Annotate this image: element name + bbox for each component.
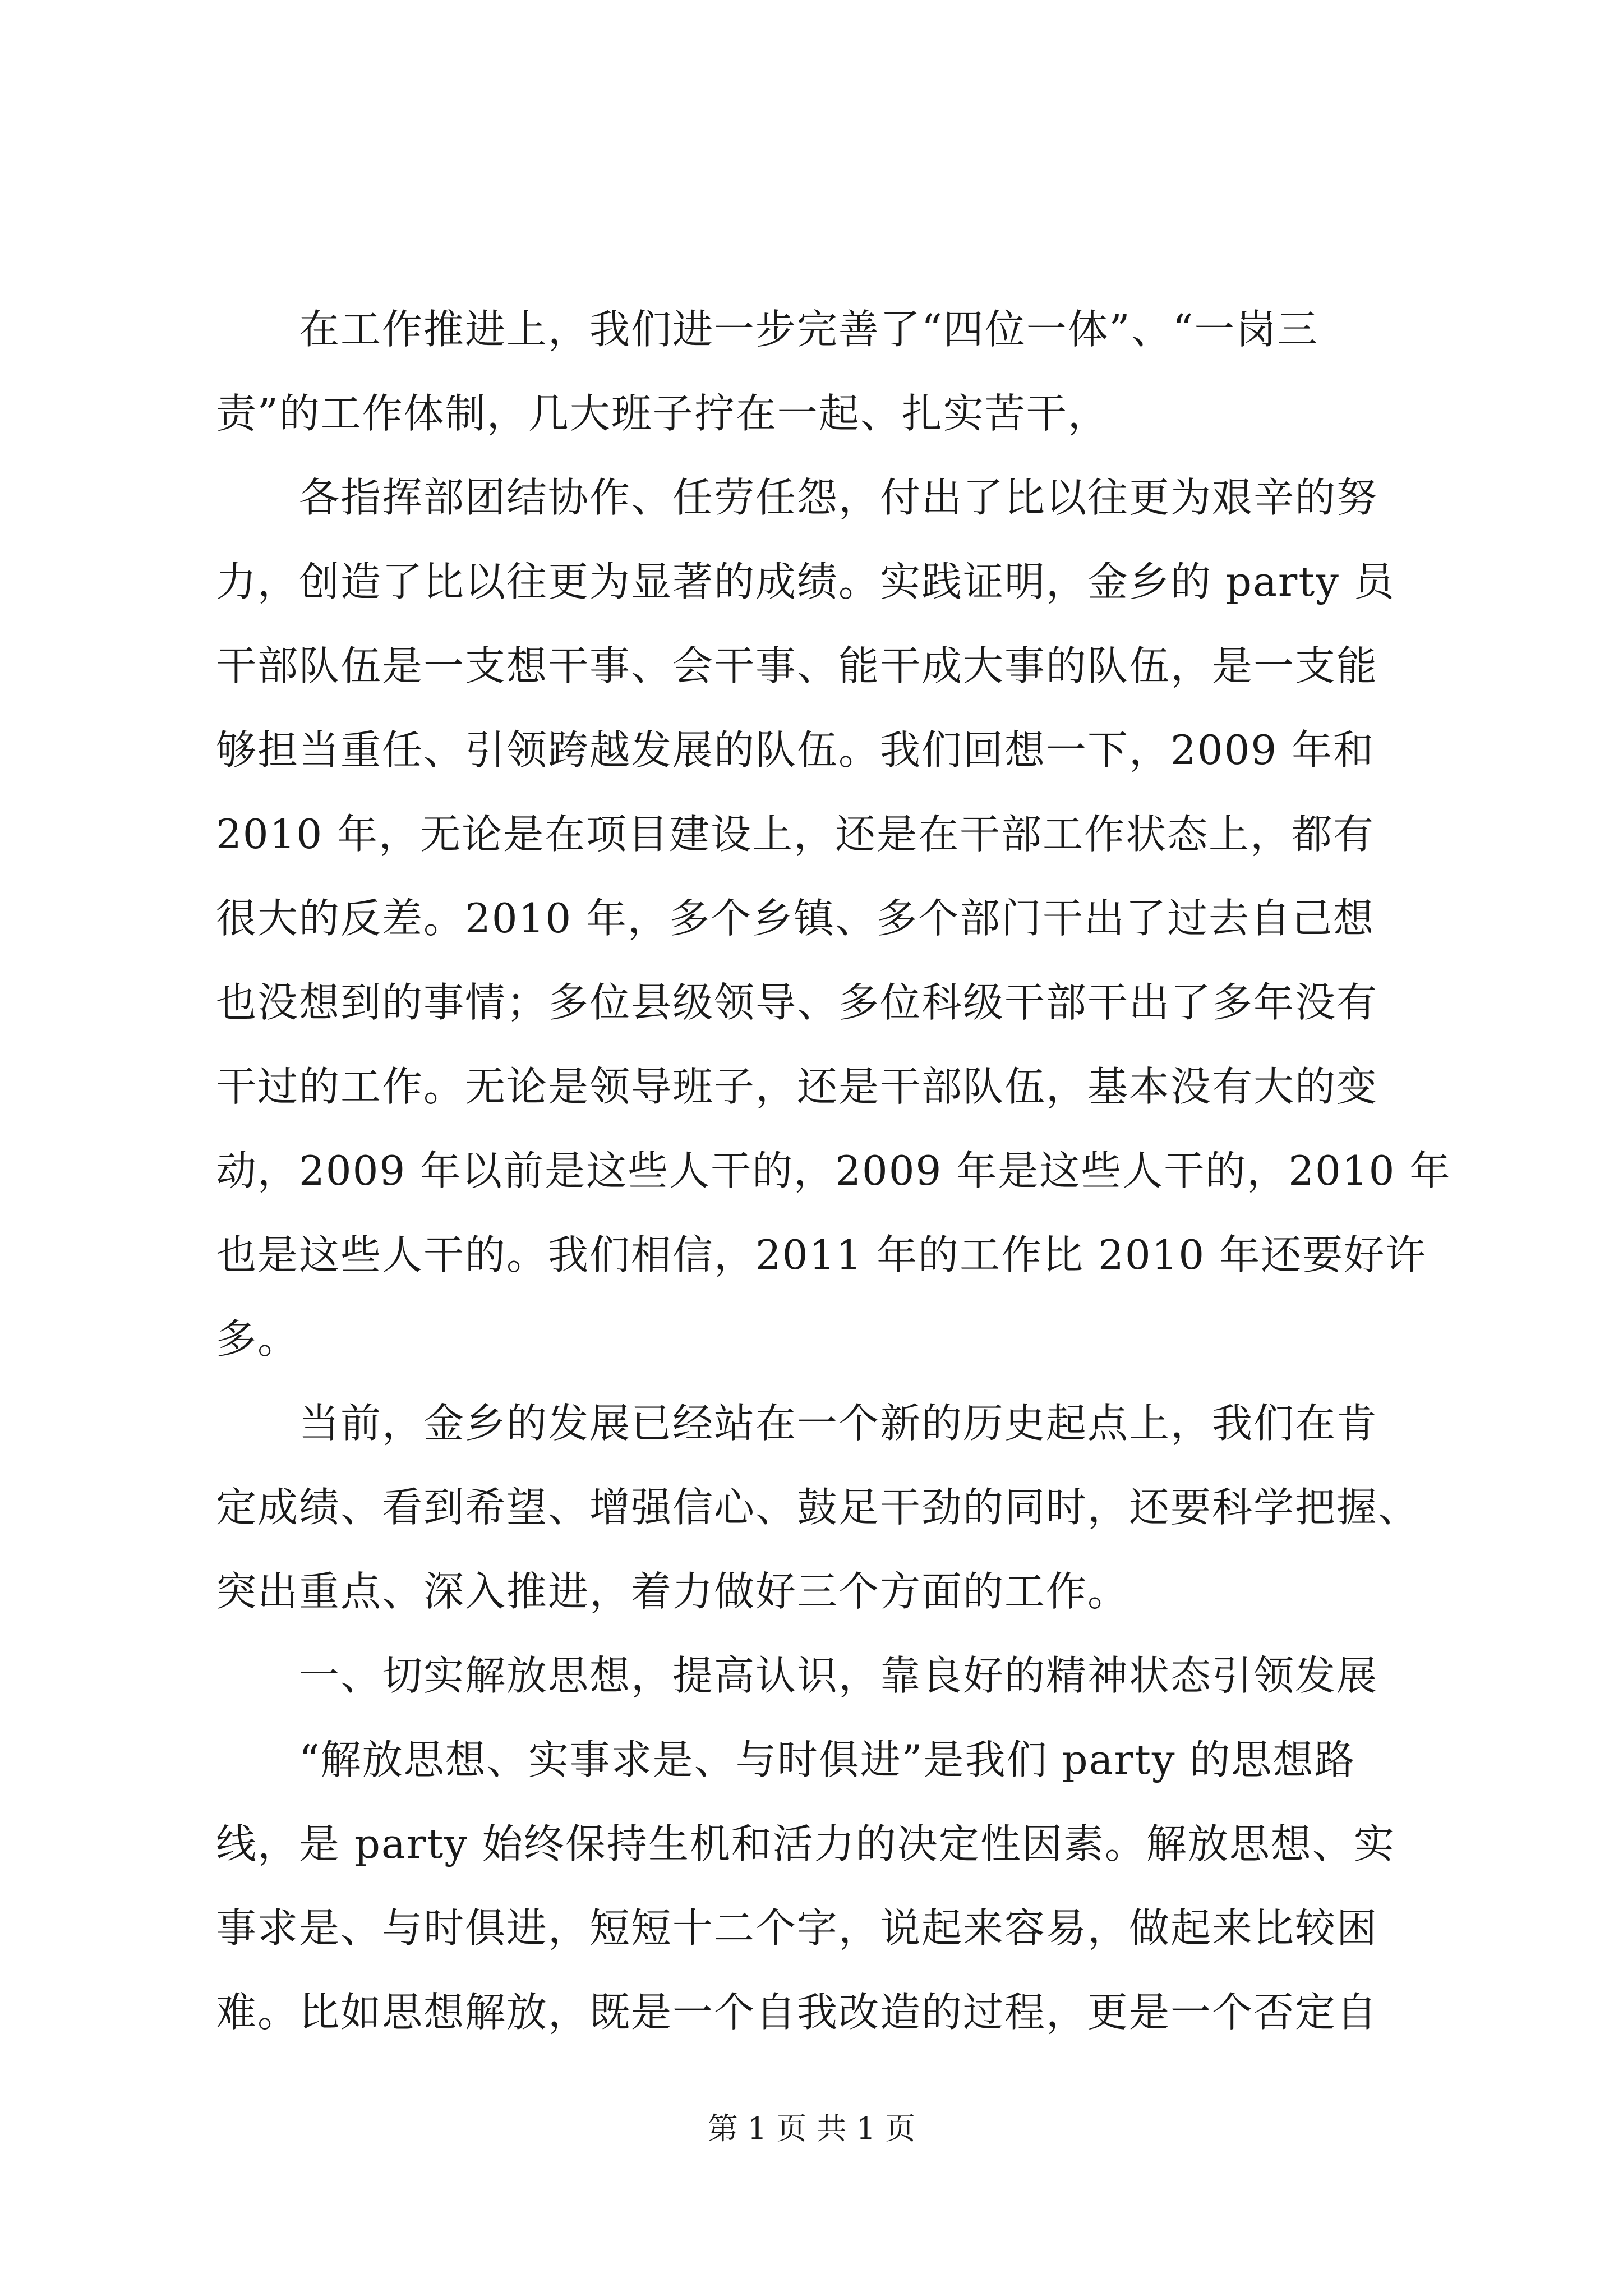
text-line: 线，是 party 始终保持生机和活力的决定性因素。解放思想、实: [216, 1820, 1395, 1867]
section-heading: 一、切实解放思想，提高认识，靠良好的精神状态引领发展: [216, 1652, 1378, 1699]
text-line: 干部队伍是一支想干事、会干事、能干成大事的队伍，是一支能: [216, 642, 1378, 689]
text-line: 在工作推进上，我们进一步完善了“四位一体”、“一岗三: [216, 306, 1319, 353]
text-line: 2010 年，无论是在项目建设上，还是在干部工作状态上，都有: [216, 811, 1375, 858]
text-line: 定成绩、看到希望、增强信心、鼓足干劲的同时，还要科学把握、: [216, 1484, 1420, 1531]
text-line: 当前，金乡的发展已经站在一个新的历史起点上，我们在肯: [216, 1400, 1378, 1447]
text-line: 难。比如思想解放，既是一个自我改造的过程，更是一个否定自: [216, 1989, 1378, 2036]
text-line: 事求是、与时俱进，短短十二个字，说起来容易，做起来比较困: [216, 1904, 1378, 1952]
text-line: 突出重点、深入推进，着力做好三个方面的工作。: [216, 1568, 1129, 1615]
text-line: 够担当重任、引领跨越发展的队伍。我们回想一下，2009 年和: [216, 726, 1375, 774]
text-line: 干过的工作。无论是领导班子，还是干部队伍，基本没有大的变: [216, 1063, 1378, 1110]
text-line: 各指挥部团结协作、任劳任怨，付出了比以往更为艰辛的努: [216, 474, 1378, 521]
text-line: 力，创造了比以往更为显著的成绩。实践证明，金乡的 party 员: [216, 558, 1395, 605]
document-body: [216, 287, 1451, 2054]
text-line: 动，2009 年以前是这些人干的，2009 年是这些人干的，2010 年: [216, 1147, 1451, 1194]
text-line: 也是这些人干的。我们相信，2011 年的工作比 2010 年还要好许: [216, 1231, 1427, 1278]
page-number-footer: 第 1 页 共 1 页: [707, 2111, 916, 2146]
text-line: 很大的反差。2010 年，多个乡镇、多个部门干出了过去自己想: [216, 895, 1375, 942]
text-line: “解放思想、实事求是、与时俱进”是我们 party 的思想路: [216, 1736, 1356, 1783]
text-line: 也没想到的事情；多位县级领导、多位科级干部干出了多年没有: [216, 979, 1378, 1026]
text-line: 多。: [216, 1315, 299, 1363]
text-line: 责”的工作体制，几大班子拧在一起、扎实苦干，: [216, 390, 1109, 437]
